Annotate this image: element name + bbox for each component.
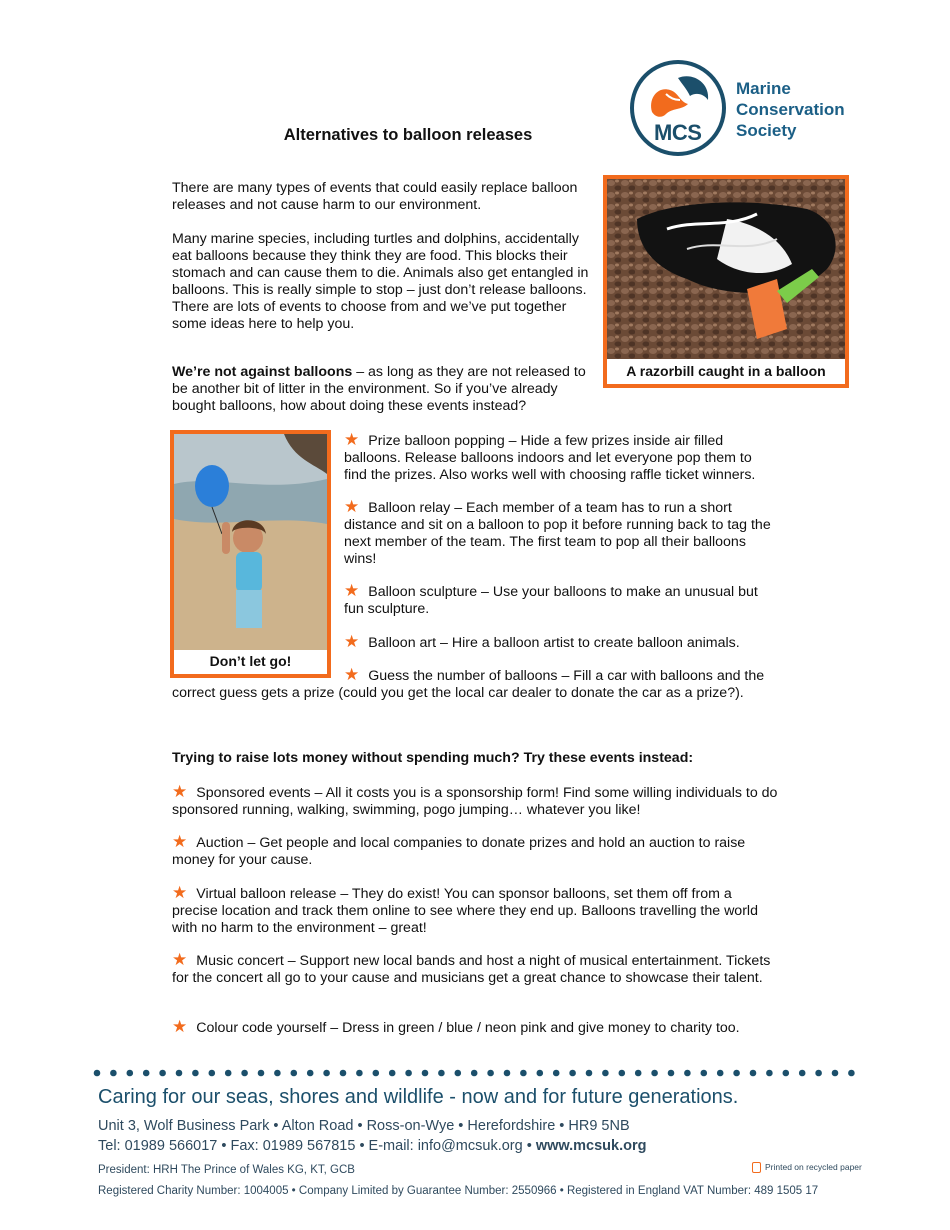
star-bullet-icon: ★ xyxy=(344,665,360,684)
divider-dot xyxy=(619,1070,626,1077)
child-photo-frame xyxy=(170,430,331,678)
divider-dot xyxy=(602,1070,609,1077)
recycled-paper-text: Printed on recycled paper xyxy=(765,1162,862,1172)
divider-dot xyxy=(291,1070,298,1077)
divider-dot xyxy=(340,1070,347,1077)
footer-address: Unit 3, Wolf Business Park • Alton Road • Ross-on-Wye • Herefordshire • HR9 5NB xyxy=(98,1118,630,1134)
star-bullet-icon: ★ xyxy=(172,782,188,801)
divider-dot xyxy=(176,1070,183,1077)
divider-dot xyxy=(848,1070,855,1077)
balloon-event-guess-number: ★ Guess the number of balloons – Fill a car with balloons and the correct guess gets a prize (could you get the local car dealer to donate the car as a prize?). xyxy=(172,665,765,701)
divider-dot xyxy=(356,1070,363,1077)
divider-dot xyxy=(701,1070,708,1077)
divider-dot xyxy=(209,1070,216,1077)
divider-dot xyxy=(225,1070,232,1077)
balloon-event-art: ★ Balloon art – Hire a balloon artist to create balloon animals. xyxy=(344,632,740,651)
divider-dot xyxy=(143,1070,150,1077)
logo-letters: MCS xyxy=(654,120,702,145)
divider-dot xyxy=(635,1070,642,1077)
star-bullet-icon: ★ xyxy=(344,581,360,600)
divider-dot xyxy=(389,1070,396,1077)
divider-dot xyxy=(750,1070,757,1077)
divider-dot xyxy=(504,1070,511,1077)
star-bullet-icon: ★ xyxy=(344,497,360,516)
page-title: Alternatives to balloon releases xyxy=(283,126,533,144)
divider-dot xyxy=(815,1070,822,1077)
logo-emblem xyxy=(630,60,726,156)
money-event-colour-code: ★ Colour code yourself – Dress in green / blue / neon pink and give money to charity too. xyxy=(172,1017,740,1036)
footer-contact-details: Tel: 01989 566017 • Fax: 01989 567815 • E-mail: info@mcsuk.org • xyxy=(98,1138,536,1154)
footer-website-link[interactable]: www.mcsuk.org xyxy=(535,1138,647,1154)
razorbill-photo-frame xyxy=(603,175,849,388)
recycle-icon xyxy=(752,1162,761,1173)
divider-dot xyxy=(192,1070,199,1077)
razorbill-photo xyxy=(607,179,845,359)
balloon-event-prize-popping: ★ Prize balloon popping – Hide a few prizes inside air filled balloons. Release balloons indoors and let everyone pop them to find the prizes. Also works well with choosing raffle ticket winners. xyxy=(344,430,756,483)
divider-dot xyxy=(537,1070,544,1077)
star-bullet-icon: ★ xyxy=(344,430,360,449)
footer-dotted-divider xyxy=(92,1068,864,1078)
razorbill-caption: A razorbill caught in a balloon xyxy=(626,363,826,379)
star-bullet-icon: ★ xyxy=(344,632,360,651)
money-event-music-concert: ★ Music concert – Support new local bands and host a night of musical entertainment. Tickets for the concert all go to your cause and musicians get a great chance to showcase their talent. xyxy=(172,950,771,986)
divider-dot xyxy=(471,1070,478,1077)
divider-dot xyxy=(586,1070,593,1077)
footer-president: President: HRH The Prince of Wales KG, KT, GCB xyxy=(98,1164,355,1176)
divider-dot xyxy=(274,1070,281,1077)
divider-dot xyxy=(783,1070,790,1077)
star-bullet-icon: ★ xyxy=(172,883,188,902)
divider-dot xyxy=(799,1070,806,1077)
divider-dot xyxy=(520,1070,527,1077)
divider-dot xyxy=(717,1070,724,1077)
child-caption: Don’t let go! xyxy=(209,653,292,669)
divider-dot xyxy=(241,1070,248,1077)
divider-dot xyxy=(766,1070,773,1077)
divider-dot xyxy=(307,1070,314,1077)
logo-line-2: Conservation xyxy=(736,100,845,119)
divider-dot xyxy=(668,1070,675,1077)
divider-dot xyxy=(405,1070,412,1077)
divider-dot xyxy=(422,1070,429,1077)
divider-dot xyxy=(127,1070,134,1077)
money-event-sponsored: ★ Sponsored events – All it costs you is a sponsorship form! Find some willing individuals to do sponsored running, walking, swimming, pogo jumping… whatever you like! xyxy=(172,782,778,818)
star-bullet-icon: ★ xyxy=(172,832,188,851)
divider-dot xyxy=(684,1070,691,1077)
intro-paragraph-3 xyxy=(172,364,597,415)
money-events-heading: Trying to raise lots money without spending much? Try these events instead: xyxy=(172,750,694,766)
logo-line-3: Society xyxy=(736,121,797,140)
divider-dot xyxy=(258,1070,265,1077)
money-event-virtual-release: ★ Virtual balloon release – They do exist! You can sponsor balloons, set them off from a precise location and track them online to see where they end up. Balloons travelling the world with no harm to the environment – great! xyxy=(172,883,758,936)
recycled-paper-note xyxy=(752,1162,862,1173)
divider-dot xyxy=(323,1070,330,1077)
divider-dot xyxy=(553,1070,560,1077)
footer-contact xyxy=(98,1138,646,1154)
balloon-event-relay: ★ Balloon relay – Each member of a team has to run a short distance and sit on a balloon to pop it before running back to tag the next member of the team. The first team to pop all their balloons wins! xyxy=(344,497,771,567)
star-bullet-icon: ★ xyxy=(172,1017,188,1036)
footer-tagline: Caring for our seas, shores and wildlife - now and for future generations. xyxy=(98,1086,739,1108)
money-event-auction: ★ Auction – Get people and local companies to donate prizes and hold an auction to raise money for your cause. xyxy=(172,832,746,868)
divider-dot xyxy=(94,1070,101,1077)
star-bullet-icon: ★ xyxy=(172,950,188,969)
divider-dot xyxy=(733,1070,740,1077)
logo-wordmark xyxy=(736,78,845,141)
mcs-logo xyxy=(630,60,850,160)
divider-dot xyxy=(110,1070,117,1077)
logo-line-1: Marine xyxy=(736,79,791,98)
balloon-event-sculpture: ★ Balloon sculpture – Use your balloons to make an unusual but fun sculpture. xyxy=(344,581,758,617)
footer-registration: Registered Charity Number: 1004005 • Company Limited by Guarantee Number: 2550966 • Registered in England VAT Number: 489 1505 17 xyxy=(98,1185,819,1197)
intro-paragraph-1: There are many types of events that could easily replace balloon releases and not cause harm to our environment. xyxy=(172,180,578,213)
divider-dot xyxy=(487,1070,494,1077)
divider-dot xyxy=(438,1070,445,1077)
divider-dot xyxy=(159,1070,166,1077)
divider-dot xyxy=(832,1070,839,1077)
child-photo xyxy=(174,434,327,650)
intro-paragraph-2: Many marine species, including turtles and dolphins, accidentally eat balloons because they think they are food. This blocks their stomach and can cause them to die. Animals also get entangled in balloons. This is really simple to stop – just don’t release balloons. There are lots of events to choose from and we’ve put together some ideas here to help you. xyxy=(172,231,589,332)
intro-paragraph-3-rest: – as long as they are not released to be another bit of litter in the environment. So if you’ve already bought balloons, how about doing these events instead? xyxy=(172,364,586,414)
divider-dot xyxy=(373,1070,380,1077)
divider-dot xyxy=(569,1070,576,1077)
divider-dot xyxy=(455,1070,462,1077)
intro-paragraph-3-bold: We’re not against balloons xyxy=(172,364,353,380)
divider-dot xyxy=(651,1070,658,1077)
